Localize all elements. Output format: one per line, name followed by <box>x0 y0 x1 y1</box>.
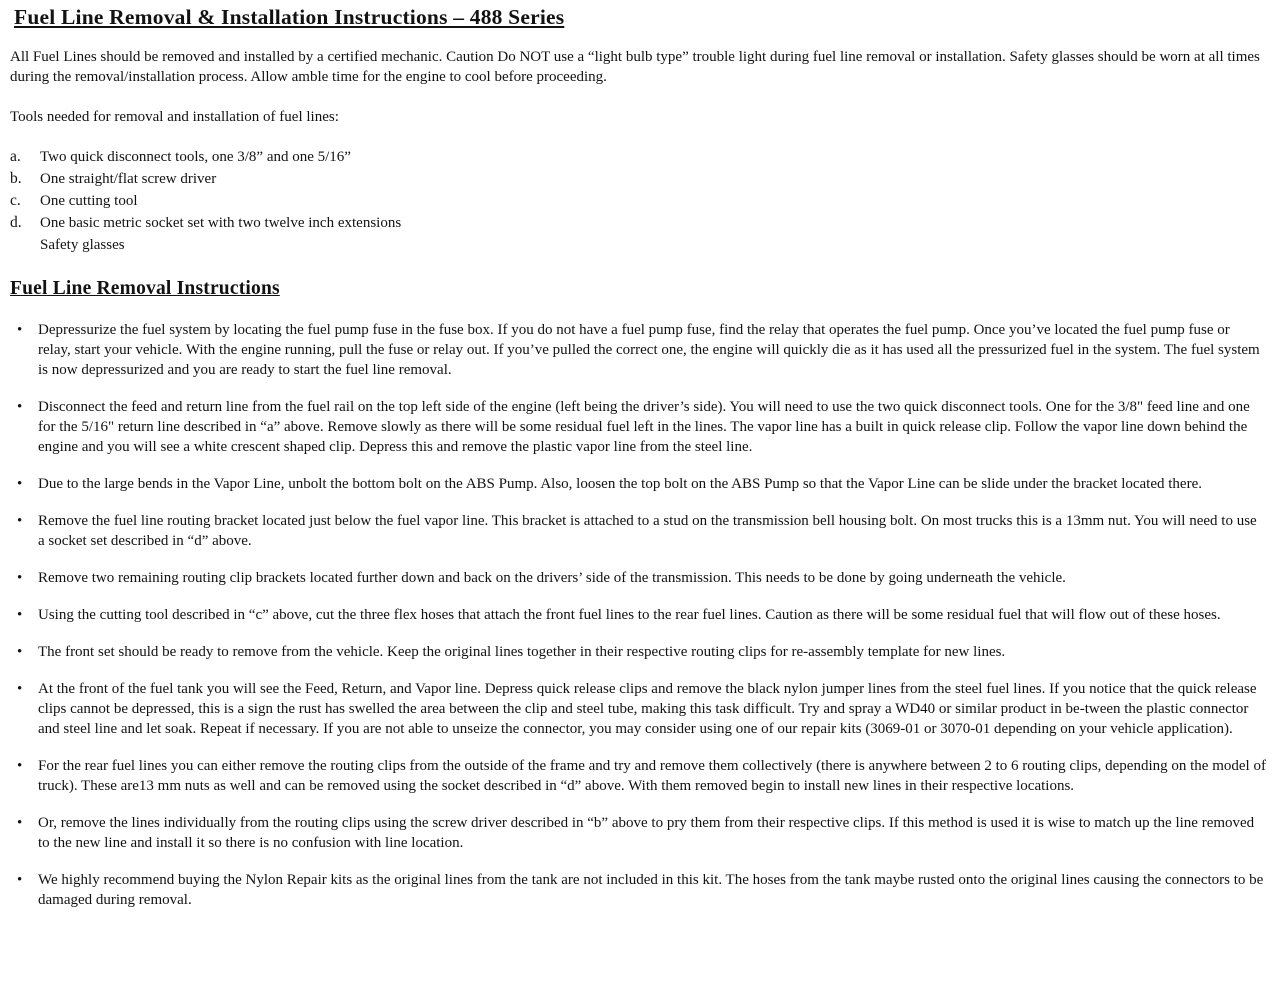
bullet-icon <box>10 605 38 625</box>
list-item <box>10 756 1266 796</box>
list-item-text: Remove two remaining routing clip brackets located further down and back on the drivers’ side of the transmission. This needs to be done by going underneath the vehicle. <box>38 570 1066 586</box>
list-item-letter: c. <box>10 192 21 209</box>
list-item-continuation <box>10 235 1266 255</box>
list-item <box>10 147 1266 167</box>
list-item-text: Safety glasses <box>40 237 125 253</box>
list-item <box>10 169 1266 189</box>
intro-paragraph: All Fuel Lines should be removed and installed by a certified mechanic. Caution Do NOT use a “light bulb type” trouble light during fuel line removal or installation. Safety glasses should be worn at all times during the removal/installation process. Allow amble time for the engine to cool before proceeding. <box>10 49 1260 85</box>
list-item-letter: a. <box>10 148 21 165</box>
list-item-text: Remove the fuel line routing bracket located just below the fuel vapor line. This bracket is attached to a stud on the transmission bell housing bolt. On most trucks this is a 13mm nut. You will need to use a socket set described in “d” above. <box>38 513 1257 549</box>
bullet-icon <box>10 679 38 739</box>
document-title: Fuel Line Removal & Installation Instructions – 488 Series <box>14 5 565 29</box>
list-item <box>10 568 1266 588</box>
list-item-text: Due to the large bends in the Vapor Line, unbolt the bottom bolt on the ABS Pump. Also, loosen the top bolt on the ABS Pump so that the Vapor Line can be slide under the bracket located there. <box>38 476 1202 492</box>
instructions-list <box>10 320 1266 910</box>
list-item-text: One basic metric socket set with two twelve inch extensions <box>40 215 402 231</box>
list-item-text: One cutting tool <box>40 193 138 209</box>
list-item <box>10 397 1266 457</box>
list-item <box>10 605 1266 625</box>
bullet-icon <box>10 813 38 853</box>
bullet-icon <box>10 568 38 588</box>
list-item-text: Or, remove the lines individually from the routing clips using the screw driver described in “b” above to pry them from their respective clips. If this method is used it is wise to match up the line removed to the new line and install it so there is no confusion with line location. <box>38 815 1255 851</box>
bullet-icon <box>10 870 38 910</box>
list-item-letter: d. <box>10 214 22 231</box>
list-item <box>10 320 1266 380</box>
section-heading: Fuel Line Removal Instructions <box>10 278 280 299</box>
list-item-text: Disconnect the feed and return line from the fuel rail on the top left side of the engine (left being the driver’s side). You will need to use the two quick disconnect tools. One for the 3/8" feed line and one for the 5/16" return line described in “a” above. Remove slowly as there will be some residual fuel left in the lines. The vapor line has a built in quick release clip. Follow the vapor line down behind the engine and you will see a white crescent shaped clip. Depress this and remove the plastic vapor line from the steel line. <box>38 399 1250 455</box>
list-item-letter: b. <box>10 170 22 187</box>
list-item <box>10 511 1266 551</box>
list-item-text: One straight/flat screw driver <box>40 171 217 187</box>
bullet-icon <box>10 511 38 551</box>
list-item <box>10 870 1266 910</box>
tools-list <box>10 147 1266 255</box>
list-item-text: For the rear fuel lines you can either remove the routing clips from the outside of the frame and try and remove them collectively (there is anywhere between 2 to 6 routing clips, depending on the model of truck). These are13 mm nuts as well and can be removed using the socket described in “d” above. With them removed begin to install new lines in their respective locations. <box>38 758 1266 794</box>
list-item-text: Two quick disconnect tools, one 3/8” and one 5/16” <box>40 149 351 165</box>
list-item <box>10 213 1266 233</box>
bullet-icon <box>10 756 38 796</box>
list-item-text: Depressurize the fuel system by locating the fuel pump fuse in the fuse box. If you do not have a fuel pump fuse, find the relay that operates the fuel pump. Once you’ve located the fuel pump fuse or relay, start your vehicle. With the engine running, pull the fuse or relay out. If you’ve pulled the correct one, the engine will quickly die as it has used all the pressurized fuel in the system. The fuel system is now depressurized and you are ready to start the fuel line removal. <box>38 322 1260 378</box>
bullet-icon <box>10 397 38 457</box>
tools-list-heading: Tools needed for removal and installation of fuel lines: <box>10 109 339 125</box>
list-item <box>10 679 1266 739</box>
list-item-text: Using the cutting tool described in “c” above, cut the three flex hoses that attach the front fuel lines to the rear fuel lines. Caution as there will be some residual fuel that will flow out of these hoses. <box>38 607 1221 623</box>
bullet-icon <box>10 320 38 380</box>
list-item <box>10 813 1266 853</box>
list-item <box>10 642 1266 662</box>
list-item-text: We highly recommend buying the Nylon Repair kits as the original lines from the tank are not included in this kit. The hoses from the tank maybe rusted onto the original lines causing the connectors to be damaged during removal. <box>38 872 1264 908</box>
list-item-text: The front set should be ready to remove from the vehicle. Keep the original lines together in their respective routing clips for re-assembly template for new lines. <box>38 644 1006 660</box>
bullet-icon <box>10 642 38 662</box>
list-item <box>10 191 1266 211</box>
bullet-icon <box>10 474 38 494</box>
list-item-text: At the front of the fuel tank you will see the Feed, Return, and Vapor line. Depress quick release clips and remove the black nylon jumper lines from the steel fuel lines. If you notice that the quick release clips cannot be depressed, this is a sign the rust has swelled the area between the clip and steel tube, making this task difficult. Try and spray a WD40 or similar product in be-tween the plastic connector and steel line and let soak. Repeat if necessary. If you are not able to unseize the connector, you may consider using one of our repair kits (3069-01 or 3070-01 depending on your vehicle application). <box>38 681 1257 737</box>
list-item <box>10 474 1266 494</box>
